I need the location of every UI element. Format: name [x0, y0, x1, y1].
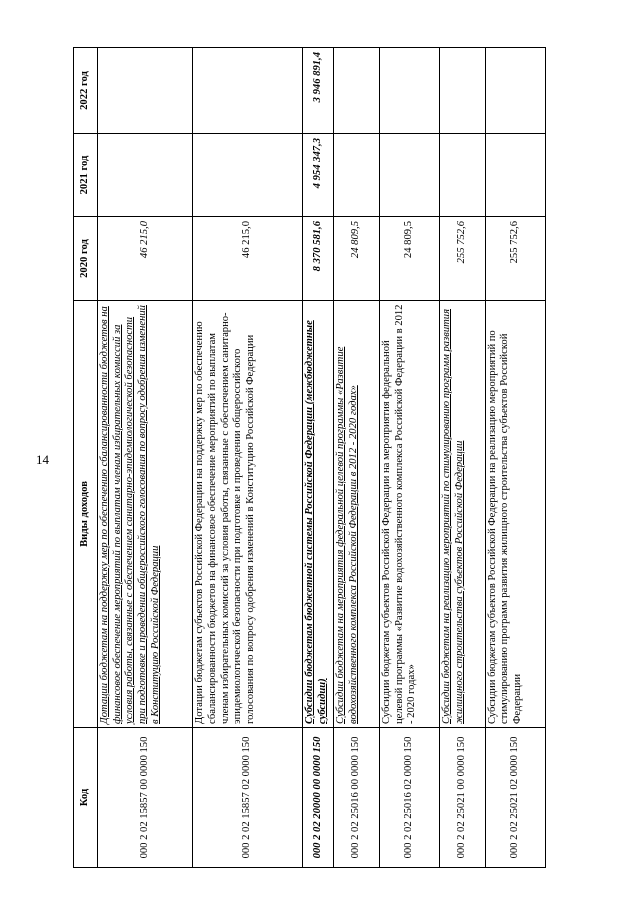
- row-2020: 24 809,5: [334, 217, 380, 301]
- header-2022: 2022 год: [74, 48, 98, 134]
- row-2020: 24 809,5: [379, 217, 439, 301]
- row-name: Дотации бюджетам субъектов Российской Федерации на поддержку мер по обеспечению сбалансированности бюджетов на финансовое обеспечение мероприятий по выплатам членам избирательных комиссий за условия работы, связанные с обеспечением санитарно-эпидемиологической безопасности при подготовке и проведении общероссийского голосования по вопросу одобрения изменений в Конституцию Российской Федерации: [193, 301, 303, 728]
- table-row: [440, 48, 486, 868]
- row-2021: 4 954 347,3: [303, 134, 334, 217]
- row-name: Субсидии бюджетам бюджетной системы Российской Федерации (межбюджетные субсидии): [303, 301, 334, 728]
- page-number: 14: [36, 452, 49, 467]
- revenue-table-sheet: [73, 48, 546, 868]
- row-2022: 3 946 891,4: [303, 48, 334, 134]
- table-row: [97, 48, 192, 868]
- row-2022: [379, 48, 439, 134]
- row-2021: [440, 134, 486, 217]
- row-2021: [97, 134, 192, 217]
- table-row: [193, 48, 303, 868]
- row-2021: [334, 134, 380, 217]
- row-2021: [379, 134, 439, 217]
- row-2021: [193, 134, 303, 217]
- row-code: 000 2 02 15857 00 0000 150: [97, 728, 192, 868]
- header-name: Виды доходов: [74, 301, 98, 728]
- revenue-table: [73, 47, 546, 868]
- table-row: [485, 48, 545, 868]
- row-code: 000 2 02 15857 02 0000 150: [193, 728, 303, 868]
- row-code: 000 2 02 25016 00 0000 150: [334, 728, 380, 868]
- row-code: 000 2 02 25021 00 0000 150: [440, 728, 486, 868]
- row-name: Субсидии бюджетам субъектов Российской Федерации на реализацию мероприятий по стимулированию программ развития жилищного строительства субъектов Российской Федерации: [485, 301, 545, 728]
- row-2021: [485, 134, 545, 217]
- row-2020: 46 215,0: [97, 217, 192, 301]
- row-code: 000 2 02 25021 02 0000 150: [485, 728, 545, 868]
- row-code: 000 2 02 25016 02 0000 150: [379, 728, 439, 868]
- row-name: Субсидии бюджетам на мероприятия федеральной целевой программы «Развитие водохозяйственного комплекса Российской Федерации в 2012 - 2020 годах»: [334, 301, 380, 728]
- table-row: [334, 48, 380, 868]
- table-row: [379, 48, 439, 868]
- row-2020: 255 752,6: [440, 217, 486, 301]
- row-name: Субсидии бюджетам на реализацию мероприятий по стимулированию программ развития жилищного строительства субъектов Российской Федерации: [440, 301, 486, 728]
- row-code: 000 2 02 20000 00 0000 150: [303, 728, 334, 868]
- row-2020: 255 752,6: [485, 217, 545, 301]
- table-header-row: [74, 48, 98, 868]
- row-name: Дотации бюджетам на поддержку мер по обеспечению сбалансированности бюджетов на финансовое обеспечение мероприятий по выплатам членам избирательных комиссий за условия работы, связанные с обеспечением санитарно-эпидемиологической безопасности при подготовке и проведении общероссийского голосования по вопросу одобрения изменений в Конституцию Российской Федерации: [97, 301, 192, 728]
- row-2020: 46 215,0: [193, 217, 303, 301]
- row-2022: [440, 48, 486, 134]
- row-2022: [97, 48, 192, 134]
- header-code: Код: [74, 728, 98, 868]
- header-2021: 2021 год: [74, 134, 98, 217]
- row-name: Субсидии бюджетам субъектов Российской Федерации на мероприятия федеральной целевой программы «Развитие водохозяйственного комплекса Российской Федерации в 2012 - 2020 годах»: [379, 301, 439, 728]
- row-2020: 8 370 581,6: [303, 217, 334, 301]
- table-row: [303, 48, 334, 868]
- row-2022: [334, 48, 380, 134]
- header-2020: 2020 год: [74, 217, 98, 301]
- row-2022: [485, 48, 545, 134]
- row-2022: [193, 48, 303, 134]
